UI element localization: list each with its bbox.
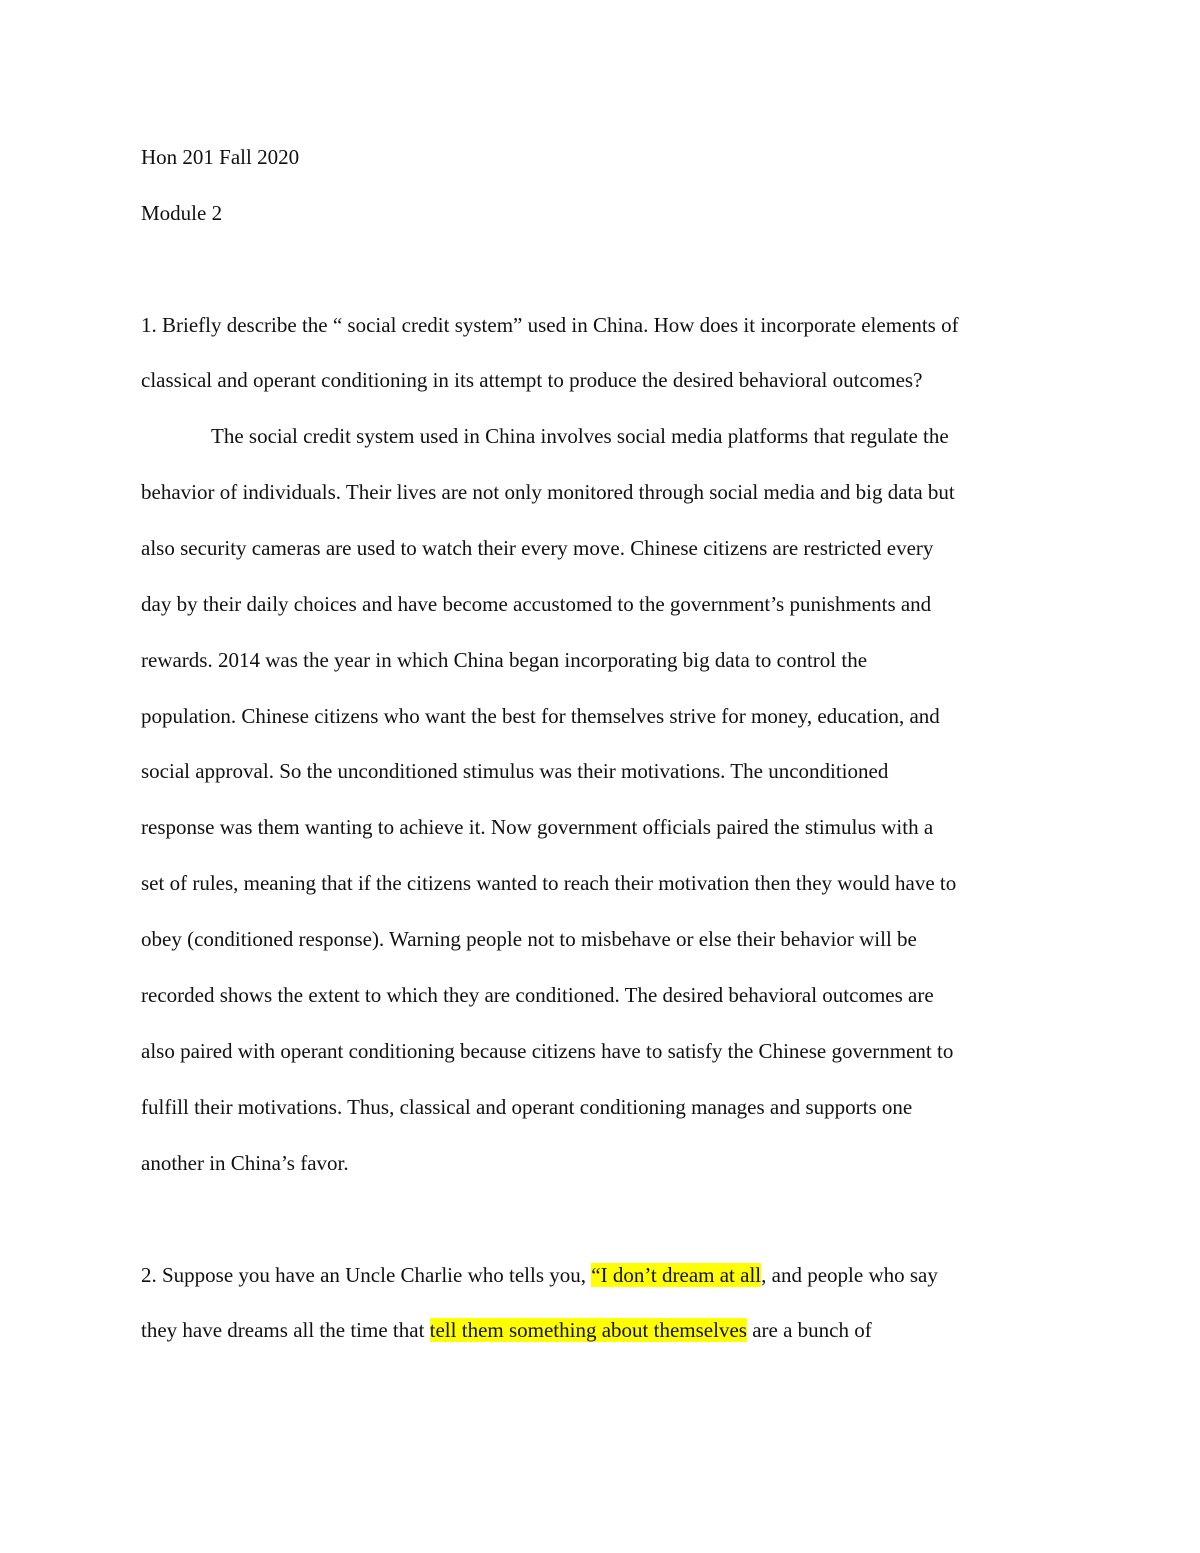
question-1-line-2: classical and operant conditioning in its attempt to produce the desired behavioral outcomes? <box>141 368 923 392</box>
question-2-line-1 <box>141 1261 938 1289</box>
answer-1-line-12: also paired with operant conditioning because citizens have to satisfy the Chinese government to <box>141 1039 954 1063</box>
answer-1-line-5: rewards. 2014 was the year in which China began incorporating big data to control the <box>141 648 868 672</box>
course-heading: Hon 201 Fall 2020 <box>141 145 300 169</box>
answer-1-line-2: behavior of individuals. Their lives are not only monitored through social media and big data but <box>141 480 955 504</box>
question-2-line-2 <box>141 1316 872 1344</box>
answer-1-line-13: fulfill their motivations. Thus, classical and operant conditioning manages and supports one <box>141 1095 913 1119</box>
answer-1-line-14: another in China’s favor. <box>141 1151 349 1175</box>
question-1-line-1: 1. Briefly describe the “ social credit system” used in China. How does it incorporate elements of <box>141 313 959 337</box>
answer-1-line-7: social approval. So the unconditioned stimulus was their motivations. The unconditioned <box>141 759 889 783</box>
answer-1-line-11: recorded shows the extent to which they are conditioned. The desired behavioral outcomes are <box>141 983 934 1007</box>
highlighted-quote: “I don’t dream at all <box>591 1263 762 1287</box>
answer-1-line-6: population. Chinese citizens who want the best for themselves strive for money, education, and <box>141 704 940 728</box>
highlighted-phrase: tell them something about themselves <box>429 1318 747 1342</box>
answer-1-line-9: set of rules, meaning that if the citizens wanted to reach their motivation then they would have to <box>141 871 957 895</box>
answer-1-line-4: day by their daily choices and have become accustomed to the government’s punishments and <box>141 592 932 616</box>
answer-1-line-3: also security cameras are used to watch their every move. Chinese citizens are restricted every <box>141 536 934 560</box>
question-2-text: they have dreams all the time that <box>141 1318 430 1342</box>
module-heading: Module 2 <box>141 201 223 225</box>
answer-1-line-1: The social credit system used in China involves social media platforms that regulate the <box>211 424 949 448</box>
question-2-text: are a bunch of <box>746 1318 872 1342</box>
answer-1-line-8: response was them wanting to achieve it. Now government officials paired the stimulus with a <box>141 815 934 839</box>
question-2-text: , and people who say <box>761 1263 938 1287</box>
question-2-text: 2. Suppose you have an Uncle Charlie who tells you, <box>141 1263 592 1287</box>
answer-1-line-10: obey (conditioned response). Warning people not to misbehave or else their behavior will be <box>141 927 917 951</box>
